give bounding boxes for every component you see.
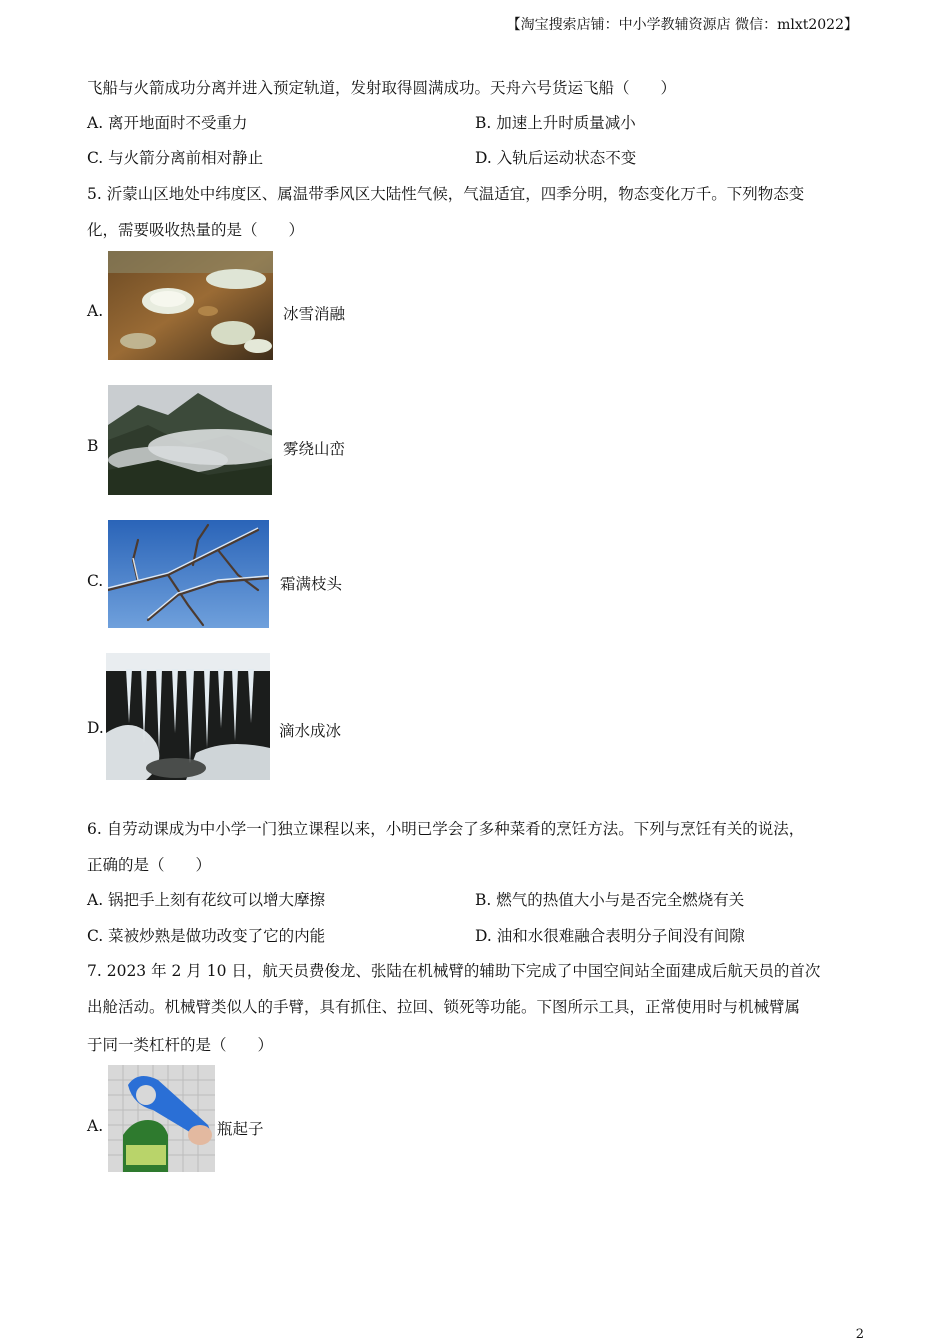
q5-stem-line2: 化，需要吸收热量的是（ ） xyxy=(87,221,305,239)
icicles-photo xyxy=(106,653,270,780)
q5-stem-line1: 5. 沂蒙山区地处中纬度区、属温带季风区大陆性气候，气温适宜，四季分明，物态变化万千。下列物态变 xyxy=(87,185,805,203)
q5-option-c-letter: C. xyxy=(87,572,104,590)
q4-option-c: C. 与火箭分离前相对静止 xyxy=(87,149,264,167)
q4-stem: 飞船与火箭成功分离并进入预定轨道，发射取得圆满成功。天舟六号货运飞船（ ） xyxy=(87,79,677,97)
q4-option-a: A. 离开地面时不受重力 xyxy=(87,114,248,132)
bottle-opener-photo xyxy=(108,1065,215,1172)
q5-option-b-letter: B xyxy=(87,437,99,455)
q7-stem-line3: 于同一类杠杆的是（ ） xyxy=(87,1036,274,1054)
q7-option-a-letter: A. xyxy=(87,1117,104,1135)
q5-option-a-caption: 冰雪消融 xyxy=(283,305,346,323)
melting-ice-photo xyxy=(108,251,273,360)
q6-option-a: A. 锅把手上刻有花纹可以增大摩擦 xyxy=(87,891,326,909)
q7-stem-line2: 出舱活动。机械臂类似人的手臂，具有抓住、拉回、锁死等功能。下图所示工具，正常使用时与机械臂属 xyxy=(87,998,801,1016)
frosted-branch-photo xyxy=(108,520,269,628)
q6-option-b: B. 燃气的热值大小与是否完全燃烧有关 xyxy=(475,891,745,909)
q5-option-d-letter: D. xyxy=(87,719,104,737)
page-header: 【淘宝搜索店铺：中小学教辅资源店 微信：mlxt2022】 xyxy=(506,17,858,33)
q5-option-b-caption: 雾绕山峦 xyxy=(283,440,346,458)
q5-option-c-caption: 霜满枝头 xyxy=(280,575,343,593)
q7-stem-line1: 7. 2023 年 2 月 10 日，航天员费俊龙、张陆在机械臂的辅助下完成了中国空间站全面建成后航天员的首次 xyxy=(87,962,821,980)
q4-option-d: D. 入轨后运动状态不变 xyxy=(475,149,637,167)
q6-stem-line2: 正确的是（ ） xyxy=(87,856,212,874)
q6-option-d: D. 油和水很难融合表明分子间没有间隙 xyxy=(475,927,745,945)
q4-option-b: B. 加速上升时质量减小 xyxy=(475,114,636,132)
q5-option-a-letter: A. xyxy=(87,302,104,320)
q6-option-c: C. 菜被炒熟是做功改变了它的内能 xyxy=(87,927,326,945)
page-number: 2 xyxy=(855,1327,864,1342)
misty-mountain-photo xyxy=(108,385,272,495)
q6-stem-line1: 6. 自劳动课成为中小学一门独立课程以来，小明已学会了多种菜肴的烹饪方法。下列与烹饪有关的说法， xyxy=(87,820,805,838)
q7-option-a-caption: 瓶起子 xyxy=(217,1120,264,1138)
q5-option-d-caption: 滴水成冰 xyxy=(279,722,342,740)
